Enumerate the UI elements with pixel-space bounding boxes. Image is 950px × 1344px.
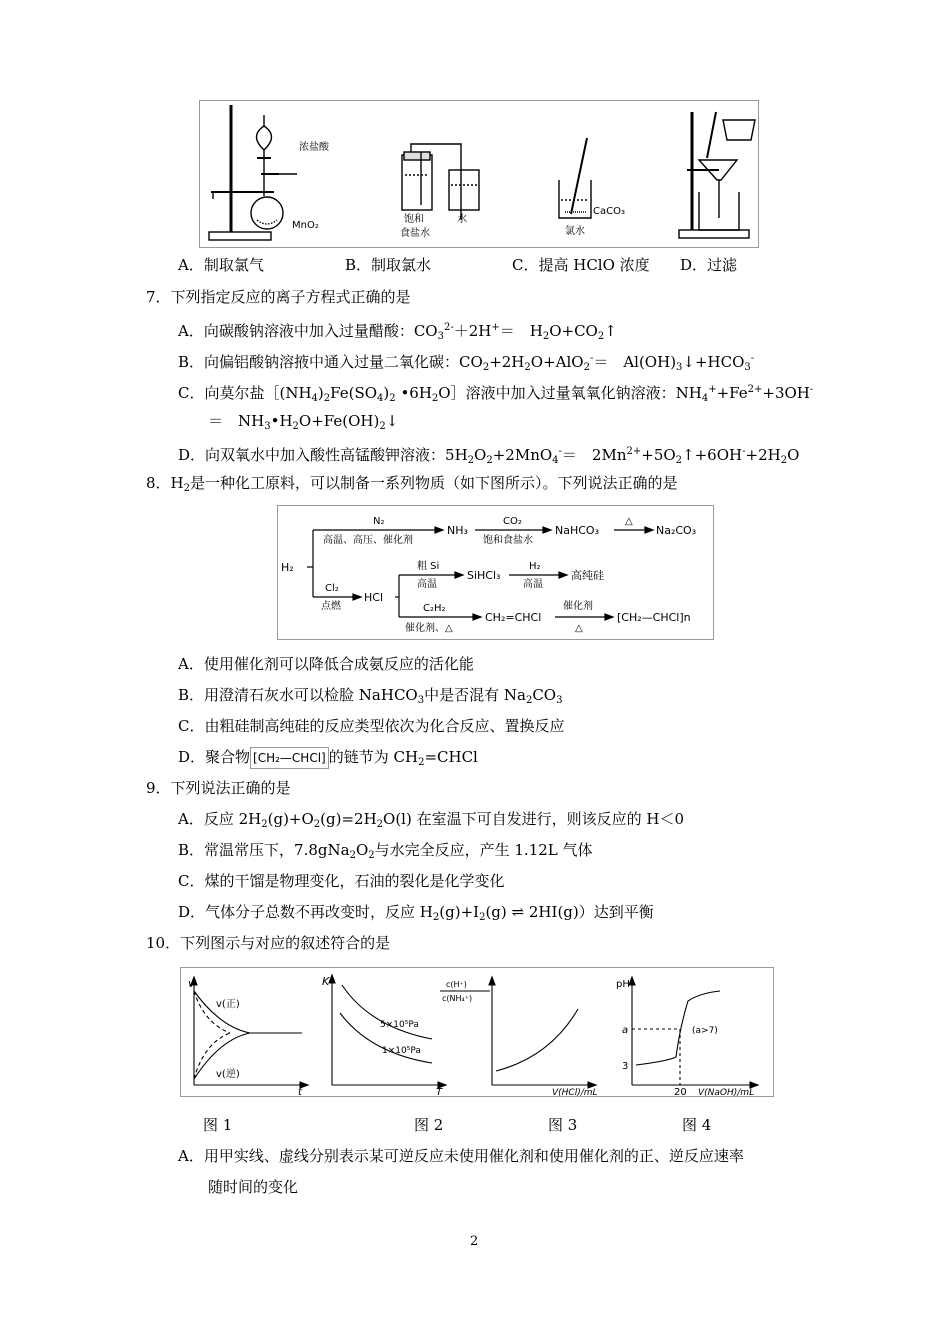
q9-option-b: B．常温常压下，$7.8gNa_2O_2$与水完全反应，产生 1.12L 气体 [178, 841, 593, 861]
label-conc-hcl: 浓盐酸 [299, 142, 329, 153]
q8-option-b: B．用澄清石灰水可以检脸 NaHCO$_3$中是否混有 $Na_2CO_3$ [178, 686, 563, 706]
g1-axis-v: v [188, 977, 195, 990]
q7-option-c-cont: ＝ $NH_3•H_2O+Fe(OH)_2↓$ [208, 412, 399, 432]
label-saturated: 饱和 [404, 214, 424, 225]
g4-label-a: a [622, 1025, 629, 1036]
diag-delta2: △ [575, 623, 583, 634]
g2-curve-5e5: 5×10⁵Pa [380, 1020, 419, 1030]
q9-option-a: A．反应 $2H_2(g)+O_2(g)=2H_2O(l)$ 在室温下可自发进行，则该反应的 H＜0 [178, 810, 685, 830]
q6-option-b: B．制取氯水 [345, 256, 432, 274]
q8-option-c: C．由粗硅制高纯硅的反应类型依次为化合反应、置换反应 [178, 717, 565, 735]
polymer-formula-box: [CH₂—CHCl] [250, 747, 329, 769]
g3-ylabel-num: c(H⁺) [446, 980, 467, 989]
q8-flow-diagram [277, 505, 714, 640]
diag-sihcl3: SiHCl₃ [467, 569, 501, 582]
q9-stem: 9．下列说法正确的是 [146, 779, 291, 797]
q6-option-a: A．制取氯气 [178, 256, 264, 274]
q6-option-c: C．提高 HClO 浓度 [512, 256, 650, 274]
q6-apparatus-figure [199, 100, 759, 248]
diag-c2h2: C₂H₂ [423, 603, 446, 614]
q6-option-d: D．过滤 [680, 256, 738, 274]
g4-note-a-gt-7: (a>7) [692, 1026, 718, 1036]
g4-xlabel: V(NaOH)/mL [698, 1088, 755, 1097]
diag-nh3: NH₃ [447, 524, 468, 537]
q10-graphs-figure [180, 967, 774, 1097]
equilibrium-arrow-icon: ⇌ [511, 903, 525, 921]
apparatus-a-icon [209, 105, 297, 240]
g2-axis-t: T [436, 1087, 443, 1097]
q10-fig-label-4: 图 4 [682, 1116, 712, 1134]
diag-n2: N₂ [373, 516, 385, 527]
g4-axis-ph: pH [616, 979, 630, 990]
g3-ylabel-den: c(NH₄⁺) [442, 994, 473, 1003]
diag-crude-si: 粗 Si [417, 561, 440, 572]
q10-fig-label-1: 图 1 [203, 1116, 233, 1134]
q7-stem: 7．下列指定反应的离子方程式正确的是 [146, 288, 411, 306]
label-water: 水 [457, 214, 467, 225]
g1-v-forward: v(正) [216, 999, 240, 1010]
q7-option-a: A．向碳酸钠溶液中加入过量醋酸：$CO_3^{2-}+2H^+=$ $H_2O+CO_2↑$ [178, 322, 617, 342]
diag-co2: CO₂ [503, 516, 522, 527]
diag-cond1: 高温、高压、催化剂 [323, 535, 413, 546]
q9-option-d: D．气体分子总数不再改变时，反应 $H_2(g)+I_2(g)$ ⇌ 2HI(g)）达到平衡 [178, 903, 654, 923]
diag-nahco3: NaHCO₃ [555, 524, 599, 537]
label-brine: 食盐水 [400, 228, 430, 239]
diag-h2: H₂ [281, 561, 294, 574]
q7-option-d: D．向双氧水中加入酸性高锰酸钾溶液：$5H_2O_2+2MnO_4^-=$ $2Mn^{2+}+5O_2↑+6OH^-+2H_2O$ [178, 446, 800, 466]
apparatus-d-icon [679, 112, 755, 238]
diag-cond2: 催化剂、△ [405, 623, 453, 634]
q10-stem: 10．下列图示与对应的叙述符合的是 [146, 934, 391, 952]
diag-hightemp: 高温 [417, 579, 437, 590]
q9-option-c: C．煤的干馏是物理变化，石油的裂化是化学变化 [178, 872, 505, 890]
g1-axis-t: t [298, 1087, 302, 1097]
q8-option-a: A．使用催化剂可以降低合成氨反应的活化能 [178, 655, 474, 673]
diag-vinyl-chloride: CH₂=CHCl [485, 611, 542, 624]
page-number: 2 [470, 1234, 479, 1249]
label-caco3: CaCO₃ [593, 206, 625, 217]
g1-v-reverse: v(逆) [216, 1069, 240, 1080]
diag-ignite: 点燃 [321, 601, 341, 612]
q8-option-d: D．聚合物 [CH₂—CHCl] 的链节为 $CH_2=CHCl$ [178, 748, 478, 768]
diag-polymer: [CH₂—CHCl]n [617, 611, 691, 624]
q8-stem: 8．$H_2$是一种化工原料，可以制备一系列物质（如下图所示）。下列说法正确的是 [146, 474, 678, 494]
q10-option-a: A．用甲实线、虚线分别表示某可逆反应未使用催化剂和使用催化剂的正、逆反应速率 [178, 1147, 744, 1165]
diag-cat: 催化剂 [563, 601, 593, 612]
g4-label-3: 3 [622, 1061, 629, 1072]
g2-axis-k: K [322, 975, 330, 988]
g2-curve-1e5: 1×10⁵Pa [382, 1046, 421, 1056]
diag-delta: △ [625, 516, 633, 527]
diag-pure-si: 高纯硅 [571, 569, 604, 582]
diag-na2co3: Na₂CO₃ [656, 524, 697, 537]
g3-xlabel: V(HCl)/mL [552, 1088, 598, 1097]
apparatus-b-icon [402, 144, 479, 220]
diag-hightemp2: 高温 [523, 579, 543, 590]
q10-option-a-cont: 随时间的变化 [208, 1178, 299, 1196]
diag-h2b: H₂ [529, 561, 541, 572]
g4-label-20: 20 [674, 1087, 687, 1097]
q7-option-c: C．向莫尔盐$[(NH_4)_2Fe(SO_4)_2$ $•6H_2O]$溶液中加入过量氧氧化钠溶液：$NH_4^++Fe^{2+}+3OH^-$ [178, 384, 814, 404]
q10-fig-label-3: 图 3 [548, 1116, 578, 1134]
label-chlorine-water: 氯水 [565, 226, 585, 237]
q7-option-b: B．向偏铝酸钠溶掖中通入过量二氧化碳：$CO_2+2H_2O+AlO_2^-=$ $Al(OH)_3↓+HCO_3^-$ [178, 353, 755, 373]
diag-hcl: HCl [364, 591, 384, 604]
diag-cl2: Cl₂ [325, 583, 339, 594]
label-mno2: MnO₂ [292, 220, 319, 231]
apparatus-c-icon [559, 138, 591, 218]
diag-satbrine: 饱和食盐水 [483, 535, 533, 546]
q10-fig-label-2: 图 2 [414, 1116, 444, 1134]
